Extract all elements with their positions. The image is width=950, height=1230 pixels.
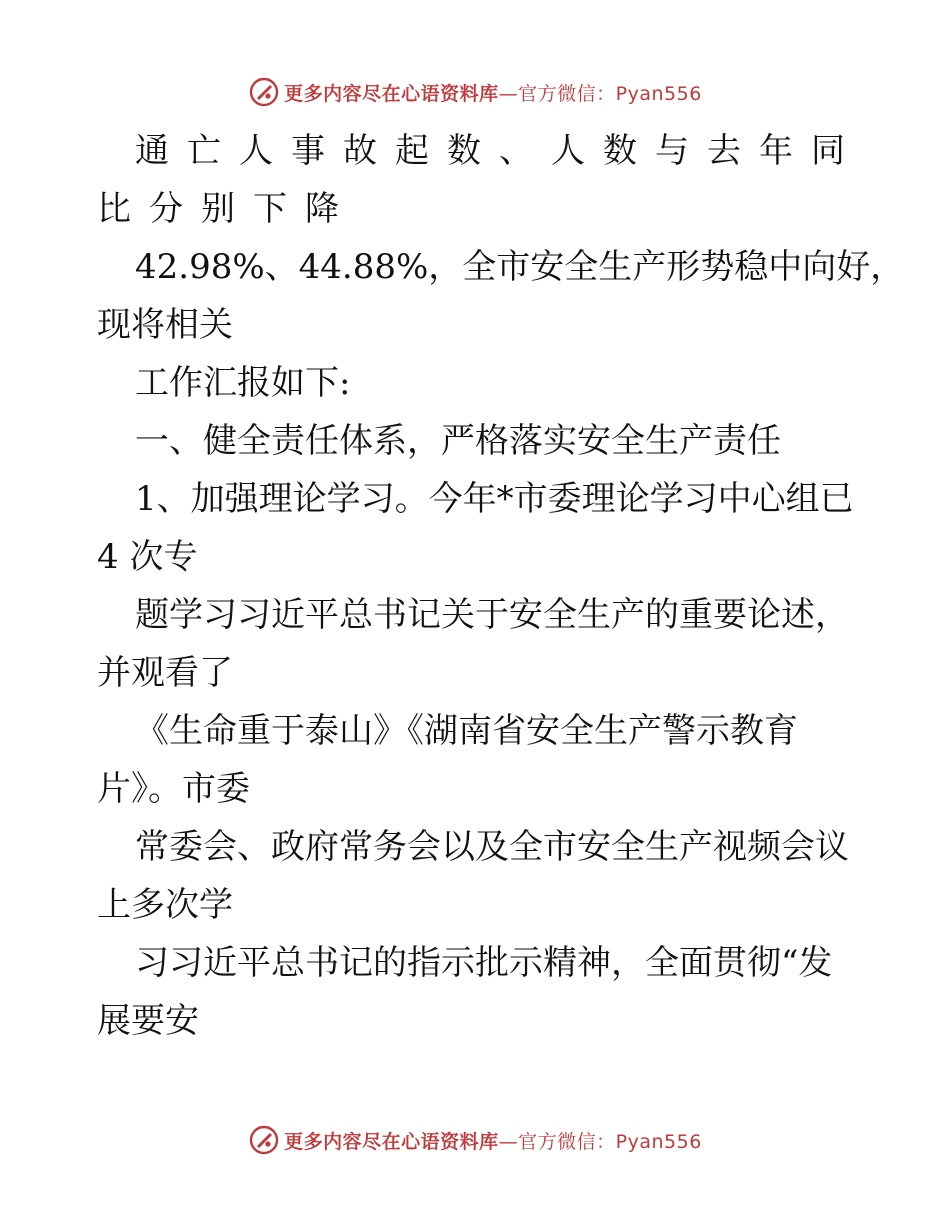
text-line: 通亡人事故起数、人数与去年同 <box>135 131 863 171</box>
text-line: 比分别下降 <box>97 189 357 229</box>
text-line: 工作汇报如下: <box>135 363 351 403</box>
watermark-site-name: 更多内容尽在心语资料库 <box>284 82 499 105</box>
text-line: 展要安 <box>97 1001 199 1041</box>
text-line: 《生命重于泰山》《湖南省安全生产警示教育 <box>135 711 798 751</box>
watermark-wechat: —官方微信：Pyan556 <box>498 1130 702 1153</box>
text-line: 并观看了 <box>97 653 233 693</box>
text-line: 4 次专 <box>97 537 198 577</box>
quill-logo-icon <box>248 76 280 108</box>
footer-watermark <box>0 1120 950 1160</box>
text-line: 习习近平总书记的指示批示精神，全面贯彻“发 <box>135 943 833 983</box>
quill-logo-icon <box>248 1124 280 1156</box>
watermark-wechat: —官方微信：Pyan556 <box>498 82 702 105</box>
watermark-site-name: 更多内容尽在心语资料库 <box>284 1130 499 1153</box>
text-line: 42.98%、44.88%，全市安全生产形势稳中向好， <box>135 247 905 287</box>
text-line: 常委会、政府常务会以及全市安全生产视频会议 <box>135 827 849 867</box>
text-line: 现将相关 <box>97 305 233 345</box>
text-line: 片》。市委 <box>97 769 250 809</box>
text-line: 1、加强理论学习。今年*市委理论学习中心组已 <box>135 479 854 519</box>
text-line: 题学习习近平总书记关于安全生产的重要论述， <box>135 595 849 635</box>
header-watermark <box>0 72 950 112</box>
text-line: 上多次学 <box>97 885 233 925</box>
document-body <box>97 122 905 1050</box>
text-line: 一、健全责任体系，严格落实安全生产责任 <box>135 421 781 461</box>
